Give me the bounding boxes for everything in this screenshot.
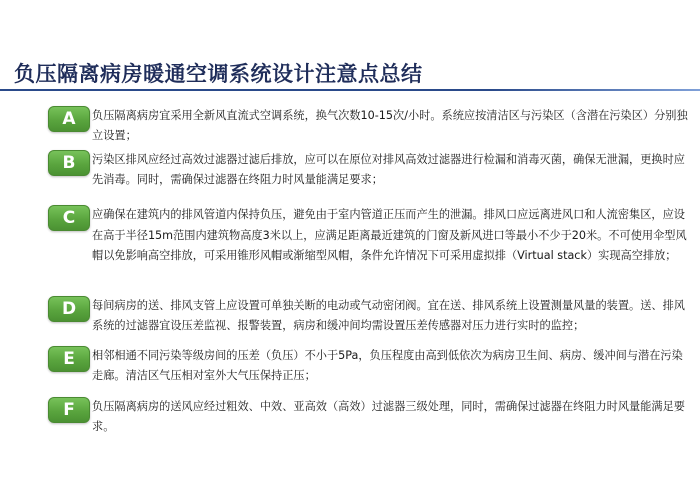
item-label-badge: A <box>48 106 90 132</box>
page-title: 负压隔离病房暖通空调系统设计注意点总结 <box>14 62 423 86</box>
item-text: 负压隔离病房的送风应经过粗效、中效、亚高效（高效）过滤器三级处理，同时，需确保过滤器在终阻力时风量能满足要求。 <box>92 400 685 433</box>
item-label-badge: B <box>48 150 90 176</box>
title-divider <box>0 89 700 91</box>
item-text: 相邻相通不同污染等级房间的压差（负压）不小于5Pa，负压程度由高到低依次为病房卫生间、病房、缓冲间与潜在污染走廊。清洁区气压相对室外大气压保持正压； <box>92 349 683 382</box>
item-text: 负压隔离病房宜采用全新风直流式空调系统，换气次数10-15次/小时。系统应按清洁区与污染区（含潜在污染区）分别独立设置； <box>92 109 688 142</box>
item-label-badge: F <box>48 397 90 423</box>
item-label-badge: C <box>48 205 90 231</box>
item-label-badge: E <box>48 346 90 372</box>
item-label-badge: D <box>48 296 90 322</box>
item-text: 每间病房的送、排风支管上应设置可单独关断的电动或气动密闭阀。宜在送、排风系统上设置测量风量的装置。送、排风系统的过滤器宜设压差监视、报警装置，病房和缓冲间均需设置压差传感器对压力进行实时的监控； <box>92 299 685 332</box>
item-text: 应确保在建筑内的排风管道内保持负压，避免由于室内管道正压而产生的泄漏。排风口应远离进风口和人流密集区，应设在高于半径15m范围内建筑物高度3米以上，应满足距离最近建筑的门窗及新风进口等最小不少于20米。不可使用伞型风帽以免影响高空排放，可采用锥形风帽或渐缩型风帽，条件允许情况下可采用虚拟排（Virtual stack）实现高空排放； <box>92 208 687 262</box>
item-text: 污染区排风应经过高效过滤器过滤后排放，应可以在原位对排风高效过滤器进行检漏和消毒灭菌，确保无泄漏，更换时应先消毒。同时，需确保过滤器在终阻力时风量能满足要求； <box>92 153 685 186</box>
